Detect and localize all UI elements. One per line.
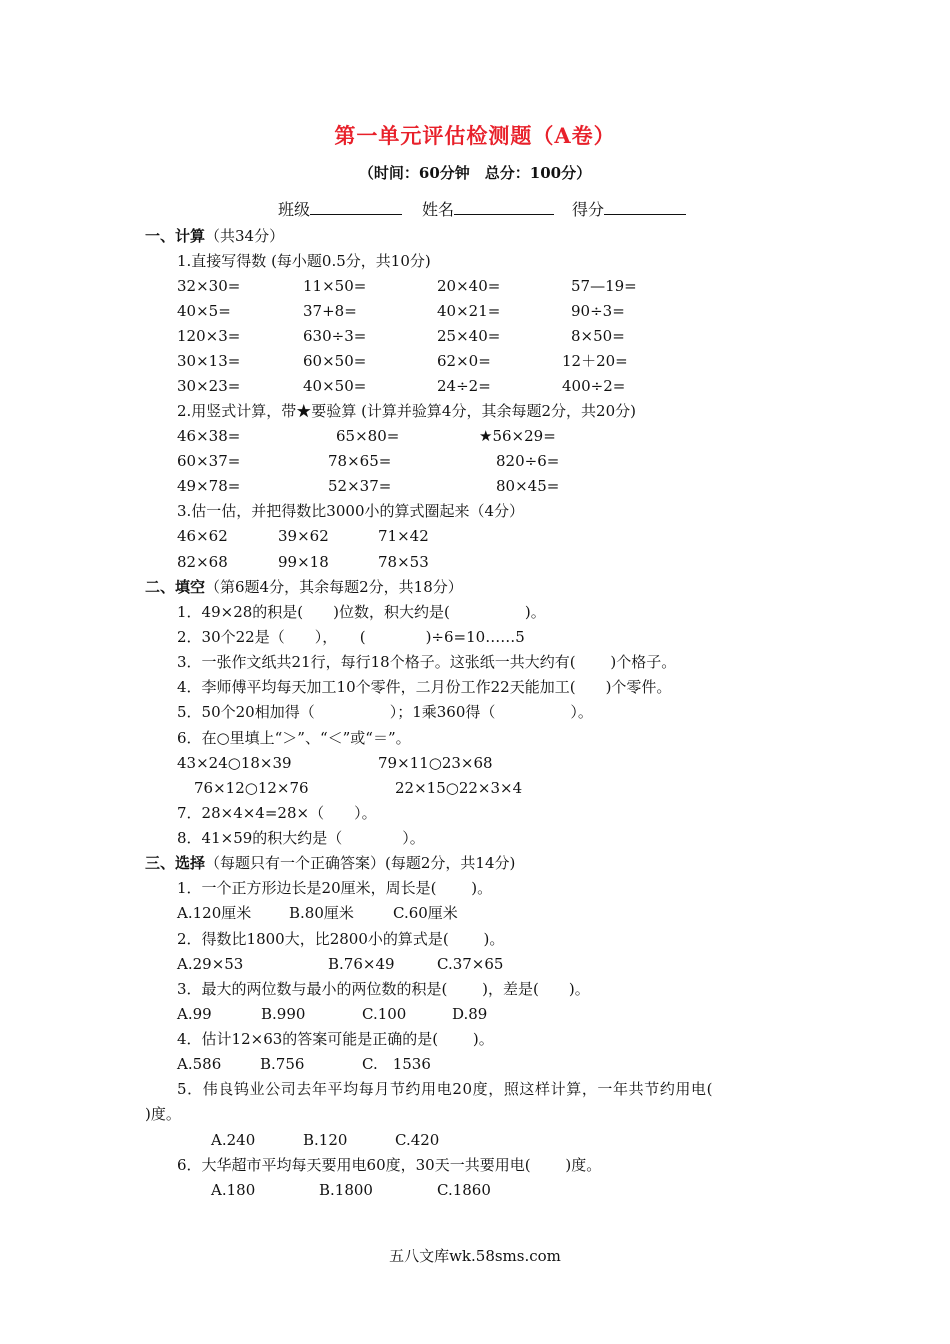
page-title: 第一单元评估检测题（A卷） — [334, 123, 616, 148]
compare-item: 79×11○23×68 — [378, 754, 493, 772]
vertical-calc-item: 46×38= — [177, 427, 241, 445]
section-2-heading: 二、填空（第6题4分，其余每题2分，共18分） — [145, 578, 463, 596]
calc-item: 24÷2= — [437, 377, 491, 395]
vertical-calc-item: 65×80= — [336, 427, 400, 445]
section-3-heading: 三、选择（每题只有一个正确答案）(每题2分，共14分) — [145, 854, 516, 872]
choice-stem: 3．最大的两位数与最小的两位数的积是( )，差是( )。 — [177, 980, 590, 998]
fill-item: 5．50个20相加得（ ）；1乘360得（ ）。 — [177, 703, 593, 721]
estimate-item: 82×68 — [177, 553, 228, 571]
calc-item: 30×13= — [177, 352, 241, 370]
estimate-item: 46×62 — [177, 527, 228, 545]
choice-option: A.586 — [177, 1055, 222, 1073]
class-blank — [310, 198, 402, 215]
choice-stem: 6．大华超市平均每天要用电60度，30天一共要用电( )度。 — [177, 1156, 602, 1174]
name-blank — [454, 198, 554, 215]
choice-option: C.37×65 — [437, 955, 504, 973]
calc-item: 630÷3= — [303, 327, 367, 345]
choice-option: C.60厘米 — [393, 904, 458, 922]
fill-item: 6．在○里填上“＞”、“＜”或“＝”。 — [177, 729, 411, 747]
compare-item: 22×15○22×3×4 — [395, 779, 523, 797]
choice-option: A.120厘米 — [177, 904, 252, 922]
vertical-calc-item: 80×45= — [496, 477, 560, 495]
choice-option: B.990 — [261, 1005, 306, 1023]
compare-item: 76×12○12×76 — [194, 779, 309, 797]
choice-option: A.99 — [177, 1005, 212, 1023]
choice-option: C. 1536 — [362, 1055, 431, 1073]
q2-title: 2.用竖式计算，带★要验算 (计算并验算4分，其余每题2分，共20分) — [177, 402, 636, 420]
choice-option: A.29×53 — [177, 955, 244, 973]
footer-watermark: 五八文库wk.58sms.com — [389, 1247, 561, 1265]
page-subtitle: （时间：60分钟 总分：100分） — [358, 164, 592, 182]
estimate-item: 71×42 — [378, 527, 429, 545]
vertical-calc-item: 52×37= — [328, 477, 392, 495]
vertical-calc-item: ★56×29= — [479, 427, 556, 445]
choice-option: C.1860 — [437, 1181, 491, 1199]
choice-option: C.100 — [362, 1005, 407, 1023]
choice-option: A.180 — [211, 1181, 256, 1199]
calc-item: 12＋20= — [562, 352, 628, 370]
compare-item: 43×24○18×39 — [177, 754, 292, 772]
fill-item: 7．28×4×4=28×（ ）。 — [177, 804, 377, 822]
choice-stem: 2．得数比1800大，比2800小的算式是( )。 — [177, 930, 505, 948]
calc-item: 62×0= — [437, 352, 491, 370]
estimate-item: 99×18 — [278, 553, 329, 571]
choice-option: B.1800 — [319, 1181, 373, 1199]
class-field — [278, 197, 402, 220]
fill-item: 8．41×59的积大约是（ ）。 — [177, 829, 425, 847]
fill-item: 3．一张作文纸共21行，每行18个格子。这张纸一共大约有( )个格子。 — [177, 653, 677, 671]
calc-item: 40×50= — [303, 377, 367, 395]
class-label: 班级 — [278, 200, 311, 219]
score-field — [572, 197, 686, 220]
calc-item: 20×40= — [437, 277, 501, 295]
calc-item: 8×50= — [571, 327, 625, 345]
estimate-item: 78×53 — [378, 553, 429, 571]
calc-item: 30×23= — [177, 377, 241, 395]
name-field — [422, 197, 554, 220]
vertical-calc-item: 820÷6= — [496, 452, 560, 470]
fill-item: 1．49×28的积是( )位数，积大约是( )。 — [177, 603, 546, 621]
choice-option: B.756 — [260, 1055, 305, 1073]
q3-title: 3.估一估，并把得数比3000小的算式圈起来（4分） — [177, 502, 525, 520]
fill-item: 4．李师傅平均每天加工10个零件，二月份工作22天能加工( )个零件。 — [177, 678, 672, 696]
calc-item: 57—19= — [571, 277, 637, 295]
vertical-calc-item: 78×65= — [328, 452, 392, 470]
choice-option: B.76×49 — [328, 955, 395, 973]
calc-item: 90÷3= — [571, 302, 625, 320]
calc-item: 11×50= — [303, 277, 367, 295]
section-1-heading: 一、计算（共34分） — [145, 227, 285, 245]
choice-option: D.89 — [452, 1005, 488, 1023]
choice-stem: 5．伟良钨业公司去年平均每月节约用电20度，照这样计算，一年共节约用电( — [177, 1080, 714, 1098]
vertical-calc-item: 49×78= — [177, 477, 241, 495]
choice-option: B.120 — [303, 1131, 348, 1149]
vertical-calc-item: 60×37= — [177, 452, 241, 470]
calc-item: 37+8= — [303, 302, 357, 320]
choice-option: B.80厘米 — [289, 904, 354, 922]
calc-item: 60×50= — [303, 352, 367, 370]
name-label: 姓名 — [422, 200, 455, 219]
choice-stem: 4．估计12×63的答案可能是正确的是( )。 — [177, 1030, 494, 1048]
calc-item: 40×21= — [437, 302, 501, 320]
choice-option: A.240 — [211, 1131, 256, 1149]
calc-item: 32×30= — [177, 277, 241, 295]
q1-title: 1.直接写得数 (每小题0.5分，共10分) — [177, 252, 431, 270]
choice-stem-continued: )度。 — [145, 1105, 181, 1123]
estimate-item: 39×62 — [278, 527, 329, 545]
calc-item: 40×5= — [177, 302, 231, 320]
choice-option: C.420 — [395, 1131, 440, 1149]
score-blank — [604, 198, 686, 215]
calc-item: 120×3= — [177, 327, 241, 345]
fill-item: 2．30个22是（ ）， ( )÷6=10……5 — [177, 628, 525, 646]
calc-item: 25×40= — [437, 327, 501, 345]
choice-stem: 1．一个正方形边长是20厘米，周长是( )。 — [177, 879, 493, 897]
score-label: 得分 — [572, 200, 605, 219]
calc-item: 400÷2= — [562, 377, 626, 395]
